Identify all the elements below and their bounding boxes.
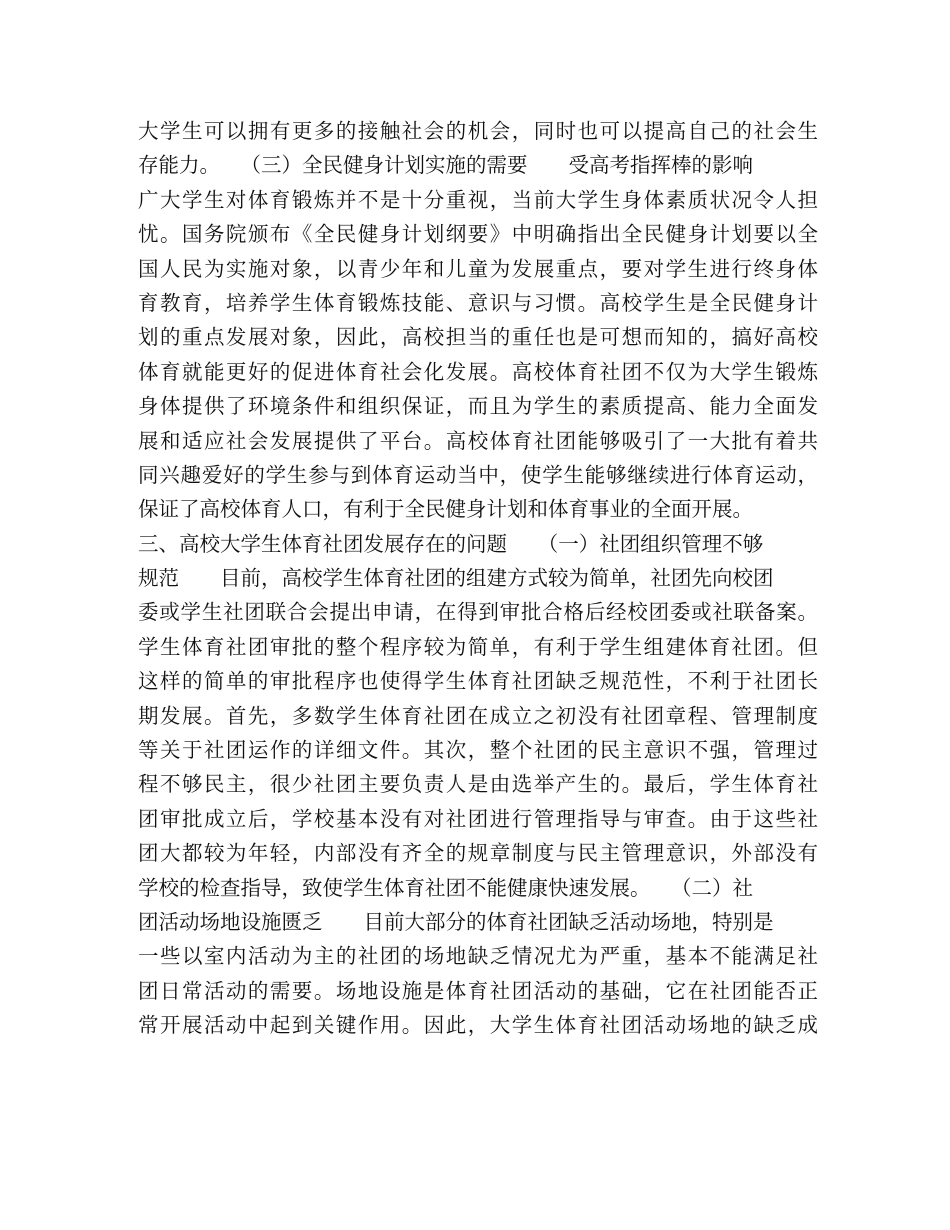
text-line: 展和适应社会发展提供了平台。高校体育社团能够吸引了一大批有着共	[138, 428, 818, 453]
text-line: 团审批成立后，学校基本没有对社团进行管理指导与审查。由于这些社	[138, 806, 818, 831]
text-line: 这样的简单的审批程序也使得学生体育社团缺乏规范性，不利于社团长	[138, 669, 818, 694]
text-line: 等关于社团运作的详细文件。其次，整个社团的民主意识不强，管理过	[138, 738, 818, 763]
text-line: 委或学生社团联合会提出申请，在得到审批合格后经校团委或社联备案。	[138, 600, 818, 625]
text-line: 一些以室内活动为主的社团的场地缺乏情况尤为严重，基本不能满足社	[138, 944, 818, 969]
text-line: 团活动场地设施匮乏 目前大部分的体育社团缺乏活动场地，特别是	[138, 909, 774, 934]
text-line: 身体提供了环境条件和组织保证，而且为学生的素质提高、能力全面发	[138, 394, 818, 419]
body-text	[138, 114, 818, 1043]
text-line: 存能力。 （三）全民健身计划实施的需要 受高考指挥棒的影响	[138, 153, 753, 178]
text-line: 期发展。首先，多数学生体育社团在成立之初没有社团章程、管理制度	[138, 703, 818, 728]
text-line: 常开展活动中起到关键作用。因此，大学生体育社团活动场地的缺乏成	[138, 1013, 818, 1038]
text-line: 学生体育社团审批的整个程序较为简单，有利于学生组建体育社团。但	[138, 634, 818, 659]
text-line: 学校的检查指导，致使学生体育社团不能健康快速发展。 （二）社	[138, 875, 753, 900]
text-line: 程不够民主，很少社团主要负责人是由选举产生的。最后，学生体育社	[138, 772, 818, 797]
text-line: 同兴趣爱好的学生参与到体育运动当中，使学生能够继续进行体育运动，	[138, 462, 818, 487]
text-line: 体育就能更好的促进体育社会化发展。高校体育社团不仅为大学生锻炼	[138, 359, 818, 384]
text-line: 团日常活动的需要。场地设施是体育社团活动的基础，它在社团能否正	[138, 978, 818, 1003]
text-line: 忧。国务院颁布《全民健身计划纲要》中明确指出全民健身计划要以全	[138, 222, 818, 247]
text-line: 规范 目前，高校学生体育社团的组建方式较为简单，社团先向校团	[138, 566, 774, 591]
text-line: 育教育，培养学生体育锻炼技能、意识与习惯。高校学生是全民健身计	[138, 290, 818, 315]
text-line: 国人民为实施对象，以青少年和儿童为发展重点，要对学生进行终身体	[138, 256, 818, 281]
text-line: 广大学生对体育锻炼并不是十分重视，当前大学生身体素质状况令人担	[138, 187, 818, 212]
text-line: 三、高校大学生体育社团发展存在的问题 （一）社团组织管理不够	[138, 531, 764, 556]
text-line: 大学生可以拥有更多的接触社会的机会，同时也可以提高自己的社会生	[138, 119, 818, 143]
text-line: 团大都较为年轻，内部没有齐全的规章制度与民主管理意识，外部没有	[138, 841, 818, 866]
text-line: 划的重点发展对象，因此，高校担当的重任也是可想而知的，搞好高校	[138, 325, 818, 350]
text-line: 保证了高校体育人口，有利于全民健身计划和体育事业的全面开展。	[138, 497, 753, 522]
